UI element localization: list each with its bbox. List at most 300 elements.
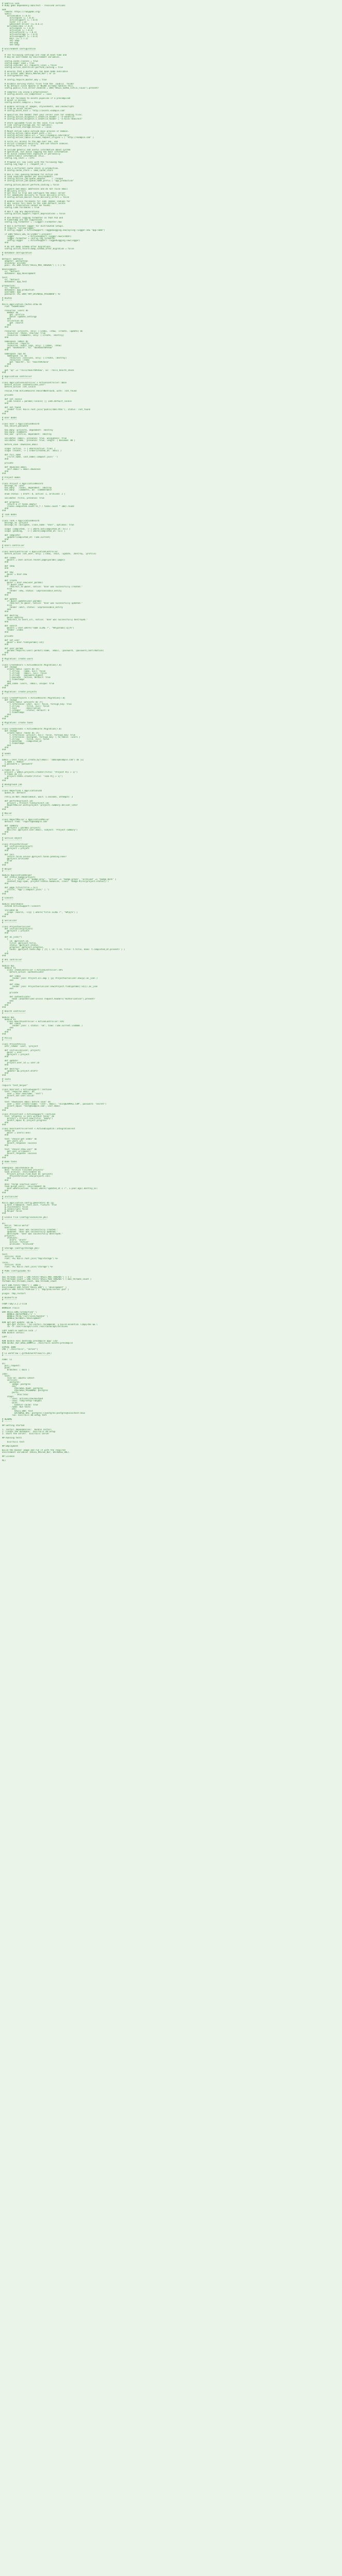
text-line: tasks: @project.tasks.map { |t| { id: t.id, title: t.title, done: t.completed_at.present? } } <box>2 948 125 951</box>
text-line: get user_url(@user) <box>2 1150 31 1153</box>
text-line: member do <box>2 312 19 314</box>
text-line: class CreateTasks < ActiveRecord::Migration[7.0] <box>2 728 62 730</box>
text-line: end <box>2 1027 13 1029</box>
text-line: end <box>2 1109 6 1111</box>
text-line: ## Running tests <box>2 1437 22 1439</box>
text-line: local: <box>2 1262 10 1264</box>
text-line: require "test_helper" <box>2 1084 28 1087</box>
text-line: admin = User.find_or_create_by!(email: "admin@example.com") do |u| <box>2 759 84 761</box>
text-line: <<: *default <box>2 287 20 289</box>
text-line: end <box>2 1157 6 1159</box>
text-line: # Use default logging formatter so that PID and <box>2 217 63 219</box>
text-line: def perform(project_id) <box>2 800 33 802</box>
text-line: has_secure_password <box>2 425 28 427</box>
text-line: 3. Start the server: `bin/rails server` <box>2 1433 50 1435</box>
text-line: scope :active, -> { where(active: true) } <box>2 448 56 450</box>
text-line: steps: <box>2 1396 15 1398</box>
text-line: def status_badge(project) <box>2 876 36 878</box>
text-line: t.string :password_digest <box>2 674 43 676</box>
text-line: belongs_to :user <box>2 485 25 487</box>
text-line: render file: Rails.root.join("public/404.html"), status: :not_found <box>2 409 90 411</box>
text-line: # ---------------------------------- <box>2 1218 47 1221</box>
text-line: def show <box>2 565 15 567</box>
text-line: bin/rails test <box>2 1441 25 1443</box>
text-line: # Set this to true and configure the email server <box>2 192 65 194</box>
text-line: # when a translation cannot be found). <box>2 205 52 207</box>
text-line: # operation, but avoid logging too much information <box>2 151 68 153</box>
text-line: end <box>2 349 9 351</box>
text-line: end <box>2 850 9 852</box>
text-line: add_index :users, :email, unique: true <box>2 683 55 685</box>
text-line: ProjectArchiver.new(project).call <box>2 1175 50 1177</box>
text-line: # Application controller <box>2 376 32 378</box>
text-line: - name: Run tests <box>2 1406 31 1408</box>
text-line: @project = project <box>2 848 29 850</box>
text-line: end <box>2 1097 9 1099</box>
text-line: @project.archived! <box>2 858 29 860</box>
text-line: if @user.save <box>2 584 23 586</box>
text-line: class CreateUsers < ActiveRecord::Migration[7.0] <box>2 664 62 666</box>
text-line: end <box>2 1107 9 1109</box>
text-line: # Project model <box>2 477 21 479</box>
text-line: env: <box>2 1385 17 1387</box>
text-line: params.require(:user).permit(:name, :email, :password, :password_confirmation) <box>2 650 104 652</box>
text-line: # The following settings are read at boot time and <box>2 54 67 56</box>
text-line: # ------ <box>2 870 12 872</box>
text-line: t.references :user, null: false, foreign_key: true <box>2 703 72 705</box>
text-line: u.name = "Admin" <box>2 761 25 763</box>
text-line: end <box>2 472 6 474</box>
text-line: end <box>2 1002 11 1004</box>
text-line: t.timestamps <box>2 711 25 714</box>
text-line: ## License <box>2 1455 15 1458</box>
text-line: BUNDLE_WITHOUT="development" <box>2 1317 42 1319</box>
text-line: 5.times do |j| <box>2 773 22 775</box>
text-line: 1. Install dependencies: `bundle install` <box>2 1429 53 1431</box>
text-line: active: "Active" <box>2 1241 29 1243</box>
text-line: end <box>2 1006 6 1008</box>
text-line: project.user_id == user.id <box>2 1062 40 1064</box>
text-line: actionmailbox (7.0.4) <box>2 25 33 27</box>
text-line: config.active_record.dump_schema_after_migration = false <box>2 248 74 250</box>
text-line: # in either ENV["RAILS_MASTER_KEY"] or in <box>2 73 56 75</box>
text-line: # Force all access to the app over SSL, use <box>2 141 58 143</box>
text-line: end <box>2 402 9 404</box>
text-line: scope :recent, -> { order(created_at: :desc) } <box>2 450 62 452</box>
text-line: # Policy <box>2 1037 12 1039</box>
text-line: resources :tasks, shallow: true <box>2 332 46 334</box>
text-line: # -------------------------- <box>2 693 37 695</box>
text-line: test: <box>2 1375 11 1377</box>
text-line: # config.require_master_key = true <box>2 79 47 81</box>
text-line: end <box>2 1155 9 1157</box>
text-line: def new <box>2 571 13 573</box>
text-line: logger.formatter = config.log_formatter <box>2 238 56 240</box>
text-line: class ItemsController < ActionController::API <box>2 969 63 971</box>
text-line: activesupport (= 7.0.4) <box>2 19 38 21</box>
text-line: test "progress is zero without tasks" do <box>2 1115 55 1117</box>
text-line: mail(to: @project.user.email, subject: "Project summary") <box>2 829 78 831</box>
text-line: class ApplicationController < ActionController::Base <box>2 382 67 384</box>
text-line: projects: <box>2 1235 16 1237</box>
text-line: # Ruby gems dependency manifest - resolved versions <box>2 5 65 7</box>
text-line: class ReportJob < ApplicationJob <box>2 790 42 792</box>
text-line: end <box>2 411 9 413</box>
text-line: POSTGRES_USER: postgres <box>2 1387 43 1389</box>
text-line: # ------ <box>2 1039 12 1041</box>
text-line: # ------- <box>2 899 13 901</box>
text-line: @user = users(:one) <box>2 1132 31 1134</box>
text-line: # Migration: create tasks <box>2 722 33 724</box>
text-line: actionpack (= 7.0.4) <box>2 27 35 29</box>
text-line: resources :reports <box>2 343 29 345</box>
text-line: - uses: ruby/setup-ruby@v1 <box>2 1400 42 1402</box>
text-line: end <box>2 806 9 808</box>
text-line: runs-on: ubuntu-latest <box>2 1377 35 1379</box>
text-line: FROM ruby:3.2.2-slim <box>2 1303 27 1305</box>
text-line: end <box>2 1192 6 1194</box>
text-line: end <box>2 1124 6 1126</box>
text-line: # ----------------------- <box>2 660 33 662</box>
text-line: # ----------- <box>2 1198 19 1200</box>
text-line: css = { "draft" => "badge-grey", "active" => "badge-green", "archived" => "badge-dark" } <box>2 878 116 880</box>
text-line: BUNDLE_PATH="/usr/local/bundle" \ <box>2 1315 48 1317</box>
text-line: # ------------- <box>2 479 21 481</box>
text-line: t.references :assignee, foreign_key: { to_table: :users } <box>2 736 80 738</box>
text-line: # ------------------------------------- <box>2 1354 50 1357</box>
text-line: end <box>2 363 11 365</box>
text-line: class ProjectSerializer <box>2 926 31 928</box>
text-line: def full_name <box>2 454 21 456</box>
text-line: status: @project.status, <box>2 944 40 946</box>
text-line: # Background job <box>2 784 22 786</box>
text-line: u.password = "password" <box>2 763 33 765</box>
text-line: - 5432:5432 <box>2 1394 28 1396</box>
text-line: get "up" => "rails/health#show", as: :rails_health_check <box>2 369 74 371</box>
text-line: before_action :set_user, only: [:show, :edit, :update, :destroy, :profile] <box>2 553 97 555</box>
text-line: config.action_controller.perform_caching = true <box>2 66 63 69</box>
text-line: end <box>2 1029 11 1031</box>
text-line: t.boolean :active, default: true <box>2 676 50 679</box>
text-line: # may be overridden by environment variables. <box>2 56 61 58</box>
text-line: true <box>2 860 12 862</box>
text-line: # ------ <box>2 815 12 817</box>
text-line: # Compress CSS using a preprocessor. <box>2 91 49 93</box>
text-line: end <box>2 883 9 885</box>
text-line: bundler-cache: true <box>2 1404 38 1406</box>
text-line: # Strict-Transport-Security, and use secure cookies. <box>2 143 70 145</box>
text-line: actionpack (= 7.0.4) <box>2 17 35 19</box>
text-line: class UsersController < ApplicationController <box>2 551 58 553</box>
text-line: # Migration: create projects <box>2 691 37 693</box>
text-line: # config.assets.css_compressor = :sass <box>2 93 52 95</box>
text-line: def as_json(*) <box>2 936 22 938</box>
text-line: # Rake tasks <box>2 1161 17 1163</box>
text-line: # ------------------------- <box>2 50 36 52</box>
text-line: config.logger = ActiveSupport::TaggedLogging.new(logger) <box>2 240 80 242</box>
text-line: class ReportMailer < ApplicationMailer <box>2 819 49 821</box>
text-line: end <box>2 1212 6 1214</box>
text-line: redirect_to @user, notice: "User was successfully created." <box>2 586 83 588</box>
text-line: end <box>2 1033 6 1035</box>
text-line: @project = project <box>2 930 29 932</box>
text-line: activerecord (= 7.0.4) <box>2 31 37 33</box>
text-line: end <box>2 1074 6 1076</box>
text-line: assert_not user.valid? <box>2 1095 35 1097</box>
text-line: service: Disk <box>2 1256 21 1258</box>
text-line: if @user.update(user_params) <box>2 600 42 602</box>
text-line: def complete! <box>2 534 21 536</box>
text-line: def not_found <box>2 406 21 409</box>
text-line: # ----- <box>2 1080 11 1082</box>
text-line: desc "Purge inactive users" <box>2 1183 38 1185</box>
text-line: end <box>2 575 9 578</box>
text-line: private <box>2 394 13 396</box>
text-line: module V1 <box>2 1019 16 1021</box>
text-line: patch :update_settings <box>2 316 37 318</box>
text-line: end <box>2 777 9 779</box>
text-line: archived: "Archived" <box>2 1243 35 1245</box>
text-line: return false unless @project.tasks.pending.none? <box>2 856 67 858</box>
text-line: resources :comments, only: [:create, :destroy] <box>2 334 64 336</box>
text-line: t.text :description <box>2 707 41 709</box>
text-line: module ApplicationHelper <box>2 874 32 876</box>
text-line: # Specifies the header that your server uses for sending files. <box>2 114 83 116</box>
text-line: config.log_level = :info <box>2 157 35 159</box>
text-line: end <box>2 621 9 623</box>
text-line: # config.cache_store = :mem_cache_store <box>2 170 53 172</box>
text-line: end <box>2 1177 11 1179</box>
text-line: if ENV["RAILS_LOG_TO_STDOUT"].present? <box>2 233 52 235</box>
text-line: project = Project.find(project_id) <box>2 802 49 804</box>
text-line: # config.active_job.queue_adapter = :resque <box>2 178 63 180</box>
text-line: DATABASE_URL: postgres://postgres:postgres@localhost:5432 <box>2 1412 86 1414</box>
text-line: enum status: { draft: 0, active: 1, archived: 2 } <box>2 493 65 495</box>
text-line: create_table :projects do |t| <box>2 701 43 703</box>
text-line: queue_as :default <box>2 792 26 794</box>
text-line: update!(completed_at: Time.current) <box>2 536 50 538</box>
text-line: end <box>2 242 9 244</box>
text-line: end <box>2 765 6 767</box>
text-line: # to avoid inadvertent exposure of personally <box>2 153 61 155</box>
text-line: test "downcases email before save" do <box>2 1101 50 1103</box>
text-line: assert_equal "test@example.com", user.email <box>2 1105 61 1107</box>
text-line: end <box>2 470 9 472</box>
text-line: # Do not dump schema after migrations. <box>2 246 52 248</box>
text-line: end <box>2 631 9 633</box>
text-line: # Dockerfile <box>2 1297 17 1299</box>
text-line: remote: https://rubygems.org/ <box>2 11 41 13</box>
text-line: end <box>2 540 6 543</box>
text-line: [title, "App"].compact.join(" | ") <box>2 889 49 891</box>
text-line: # (and separate queues per environment). <box>2 176 55 178</box>
text-line: # require "syslog/logger" <box>2 227 36 229</box>
text-line: # Helper <box>2 868 12 870</box>
text-line: render json: ProjectSerializer.new(Project.find(params[:id])).as_json <box>2 986 98 988</box>
text-line: ENV RAILS_ENV="production" \ <box>2 1311 37 1313</box>
text-line: database: app_test <box>2 281 27 283</box>
text-line: password: <%= ENV["APP_DATABASE_PASSWORD"] %> <box>2 293 61 295</box>
text-line: # Mount Action Cable outside main process or domain. <box>2 130 70 132</box>
text-line: def initialize(project) <box>2 845 33 848</box>
text-line: before_action :authenticate! <box>2 971 44 973</box>
text-line: pull_request: <box>2 1365 21 1367</box>
text-line: def destroy? <box>2 1068 20 1070</box>
text-line: end <box>2 1072 9 1074</box>
text-line: # Enable locale fallbacks for I18n (makes lookups for <box>2 200 71 202</box>
text-line: environment variables (RAILS_MASTER_KEY, DATABASE_URL). <box>2 1451 71 1453</box>
text-line: # ---------- <box>2 1299 17 1301</box>
text-line: end <box>2 1004 9 1006</box>
text-line: username: app <box>2 291 21 293</box>
text-line: # config.logger = ActiveSupport::TaggedLogging.new(Syslog::Logger.new "app-name") <box>2 229 105 231</box>
text-line: assert_response :success <box>2 1142 37 1144</box>
text-line: before_action :set_locale <box>2 386 36 388</box>
text-line: end <box>2 336 9 338</box>
text-line: POSTGRES_PASSWORD: postgres <box>2 1389 48 1392</box>
text-line: apt-get install --no-install-recommends -y build-essential libpq-dev && \ <box>2 1324 98 1326</box>
text-line: MIT <box>2 1460 6 1462</box>
text-line: desc "Archive finished projects" <box>2 1169 44 1171</box>
text-line: def change <box>2 666 17 668</box>
text-line: # ----- <box>2 755 11 757</box>
text-line: end <box>2 507 9 510</box>
text-line: before_action :authenticate_user! <box>2 384 46 386</box>
text-line: class Task < ApplicationRecord <box>2 520 40 522</box>
text-line: # Task model <box>2 514 17 516</box>
text-line: # Disable serving static files from the `/public` folder <box>2 83 74 85</box>
text-line: # config/master.key. <box>2 75 29 77</box>
text-line: on: <box>2 1363 6 1365</box>
text-line: module Api <box>2 965 15 967</box>
text-line: end <box>2 916 6 918</box>
text-line: # config.action_mailer.raise_delivery_errors = false <box>2 196 70 198</box>
text-line: end <box>2 1064 9 1066</box>
text-line: @user = user <box>2 1052 22 1054</box>
text-line: t.references :project, null: false, foreign_key: true <box>2 734 76 736</box>
text-line: progress: @project.progress, <box>2 946 44 948</box>
text-line: config.active_storage.service = :local <box>2 126 52 128</box>
text-line: # ---------- <box>2 516 17 518</box>
text-line: # CI workflow (.github/workflows/ci.yml) <box>2 1352 52 1354</box>
text-line: namespace :maintenance do <box>2 1167 33 1169</box>
text-line: namespace :v1 do <box>2 355 27 357</box>
text-line: config.eager_load = true <box>2 62 35 64</box>
text-line: pool: <%= ENV.fetch("RAILS_MAX_THREADS") { 5 } %> <box>2 264 65 266</box>
text-line: end <box>2 864 6 866</box>
text-line: def create <box>2 580 17 582</box>
text-line: def summary <box>2 825 19 827</box>
text-line: end <box>2 913 9 916</box>
text-line: <<: *default <box>2 279 20 281</box>
text-line: t.string :name, null: false <box>2 670 46 672</box>
text-line: database: app_production <box>2 289 35 291</box>
text-line: create_table :tasks do |t| <box>2 732 40 734</box>
text-line: actioncable (7.0.4) <box>2 15 31 17</box>
text-line: attr_reader :user, :project <box>2 1045 38 1047</box>
text-line: # Service object <box>2 837 22 839</box>
text-line: # Puma (config/puma.rb) <box>2 1270 31 1272</box>
text-line: jobs: <box>2 1373 9 1375</box>
text-line: t.timestamps <box>2 679 25 681</box>
text-line: end <box>2 681 11 683</box>
text-line: # Locale file (config/locales/en.yml) <box>2 1216 48 1218</box>
text-line: end <box>2 687 6 689</box>
text-line: end <box>2 1179 9 1181</box>
text-line: class ProjectArchiver <box>2 843 28 845</box>
text-line: render json: { status: "ok", time: Time.current.iso8601 } <box>2 1025 83 1027</box>
text-line: def initialize(user, project) <box>2 1049 41 1052</box>
text-line: t.timestamps <box>2 742 25 744</box>
text-line: CMD ["./bin/rails", "server"] <box>2 1348 38 1350</box>
text-line: threads min_threads_count, max_threads_count <box>2 1280 57 1282</box>
text-line: @users = User.where("name ILIKE ?", "%#{params[:q]}%") <box>2 627 74 629</box>
text-line: end <box>2 458 9 460</box>
text-line: created: "User was successfully created." <box>2 1229 58 1231</box>
text-line: resources :projects, only: [:index, :show, :create, :update] do <box>2 330 83 332</box>
text-line: GEM <box>2 9 6 11</box>
text-line: end <box>2 1144 9 1146</box>
text-line: extend ActiveSupport::Concern <box>2 905 41 907</box>
text-line: COPY . . <box>2 1336 12 1338</box>
text-line: # ------ <box>2 299 12 301</box>
text-line: activesupport (= 7.0.4) <box>2 36 38 38</box>
text-line: # Don't log any deprecations. <box>2 211 41 213</box>
text-line: end <box>2 716 9 718</box>
text-line: root: <%= Rails.root.join("storage") %> <box>2 1266 53 1268</box>
text-line: database: app_development <box>2 273 36 275</box>
text-line: @user = User.new(user_params) <box>2 582 43 584</box>
text-line: end <box>2 318 11 320</box>
text-line: resources :sessions, only: [:create, :destroy] <box>2 357 67 359</box>
text-line: # Seeds <box>2 753 11 755</box>
text-line: def search <box>2 625 17 627</box>
text-line: belongs_to :project <box>2 522 28 524</box>
text-line: private <box>2 462 13 464</box>
text-line: project.tasks.create!(title: "Task #{j + 1}") <box>2 775 63 777</box>
text-line: class UsersControllerTest < ActionDispatch::IntegrationTest <box>2 1128 76 1130</box>
text-line: { <box>2 938 9 940</box>
text-line: branches: [ main ] <box>2 1369 29 1371</box>
text-line: get "dashboard", to: "dashboard#show" <box>2 347 53 349</box>
text-line: port ENV.fetch("PORT") { 3000 } <box>2 1284 41 1286</box>
text-line: rescue_from ActiveRecord::RecordNotFound, with: :not_found <box>2 390 77 392</box>
text-line: head :unauthorized unless request.headers["Authorization"].present? <box>2 998 95 1000</box>
text-line: # Ensures that a master key has been made available <box>2 71 68 73</box>
text-line: # API controller <box>2 959 22 961</box>
text-line: t.datetime :completed_at <box>2 740 42 742</box>
text-line: # config.asset_host = "http://assets.example.com" <box>2 110 65 112</box>
text-line: logger = ActiveSupport::Logger.new(STDOUT) <box>2 235 72 238</box>
text-line: adapter: postgresql <box>2 260 28 262</box>
text-line: def authenticate! <box>2 996 31 998</box>
text-line: root: <%= Rails.root.join("tmp/storage") %> <box>2 1258 58 1260</box>
text-line: service: Disk <box>2 1264 21 1266</box>
text-line: # ---------- <box>2 1163 17 1165</box>
text-line: def change <box>2 699 17 701</box>
text-line: def progress <box>2 501 20 503</box>
text-line: RUN apt-get update -qq && \ <box>2 1321 36 1324</box>
text-line: plugin :tmp_restart <box>2 1293 26 1295</box>
text-line: statuses: <box>2 1237 19 1239</box>
text-line: push: <box>2 1367 11 1369</box>
text-line: services: <box>2 1379 19 1381</box>
text-line: end <box>2 808 6 810</box>
text-line: <<: *default <box>2 270 20 273</box>
text-line: get users_url <box>2 1140 23 1142</box>
text-line: config.log_formatter = ::Logger::Formatter.new <box>2 221 62 223</box>
text-line: end <box>2 988 13 990</box>
